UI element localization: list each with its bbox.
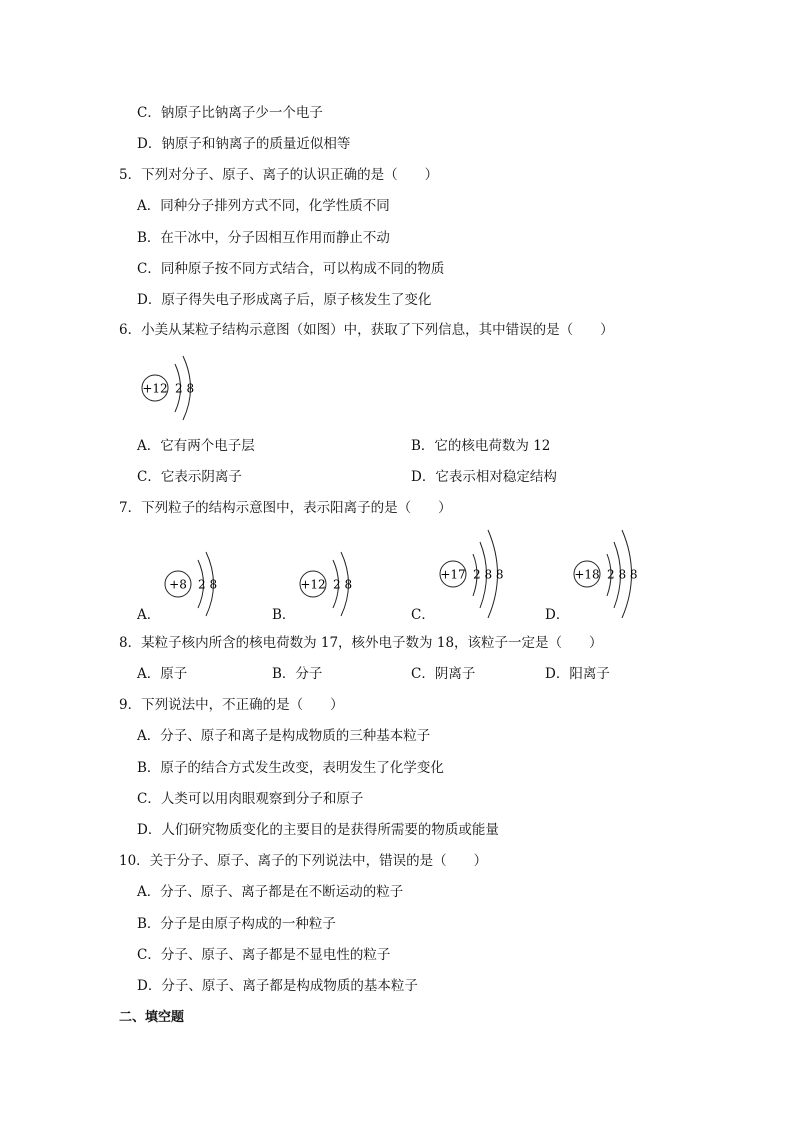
q9-option-a: A．分子、原子和离子是构成物质的三种基本粒子 — [137, 728, 431, 744]
q6-option-c: C．它表示阴离子 — [137, 469, 242, 485]
q8-option-a: A．原子 — [137, 666, 188, 682]
section-heading-fill-in: 二、填空题 — [119, 1010, 185, 1025]
q6-atom-diagram — [138, 352, 208, 424]
q10-option-d: D．分子、原子、离子都是构成物质的基本粒子 — [137, 978, 418, 994]
q7-diagram-c — [436, 526, 516, 618]
shell-electrons: 2 8 — [333, 577, 353, 592]
q5-option-a: A．同种分子排列方式不同，化学性质不同 — [137, 198, 390, 214]
q7-label-c: C． — [411, 607, 435, 623]
q10-option-a: A．分子、原子、离子都是在不断运动的粒子 — [137, 884, 404, 900]
shell-electrons: 2 8 — [175, 381, 195, 396]
q6-option-d: D．它表示相对稳定结构 — [411, 469, 557, 485]
q10-stem: 10．关于分子、原子、离子的下列说法中，错误的是（ ） — [119, 853, 488, 869]
shell-electrons: 2 8 8 — [473, 567, 504, 582]
q5-stem: 5．下列对分子、原子、离子的认识正确的是（ ） — [119, 167, 439, 183]
shell-electrons: 2 8 8 — [607, 567, 638, 582]
q7-label-d: D． — [545, 607, 570, 623]
q5-option-c: C．同种原子按不同方式结合，可以构成不同的物质 — [137, 261, 445, 277]
q10-option-c: C．分子、原子、离子都是不显电性的粒子 — [137, 947, 391, 963]
q7-diagram-d — [570, 526, 650, 618]
prev-option-c: C．钠原子比钠离子少一个电子 — [137, 105, 323, 121]
q9-stem: 9．下列说法中，不正确的是（ ） — [119, 697, 344, 713]
q8-option-c: C．阴离子 — [411, 666, 476, 682]
q6-option-a: A．它有两个电子层 — [137, 438, 255, 454]
q7-diagram-b — [295, 546, 365, 618]
q10-option-b: B．分子是由原子构成的一种粒子 — [137, 916, 336, 932]
nucleus-charge: +17 — [440, 567, 466, 582]
q9-option-b: B．原子的结合方式发生改变，表明发生了化学变化 — [137, 760, 444, 776]
q5-option-b: B．在干冰中，分子因相互作用而静止不动 — [137, 230, 390, 246]
q7-stem: 7．下列粒子的结构示意图中，表示阳离子的是（ ） — [119, 500, 452, 516]
q7-label-a: A． — [137, 607, 161, 623]
q7-diagram-a — [160, 546, 230, 618]
nucleus-charge: +12 — [142, 381, 168, 396]
q9-option-d: D．人们研究物质变化的主要目的是获得所需要的物质或能量 — [137, 822, 499, 838]
nucleus-charge: +8 — [169, 577, 187, 592]
nucleus-charge: +12 — [300, 577, 326, 592]
q6-stem: 6．小美从某粒子结构示意图（如图）中，获取了下列信息，其中错误的是（ ） — [119, 322, 614, 338]
q7-label-b: B． — [272, 607, 296, 623]
shell-electrons: 2 8 — [198, 577, 218, 592]
q8-option-d: D．阳离子 — [545, 666, 610, 682]
nucleus-charge: +18 — [574, 567, 600, 582]
q9-option-c: C．人类可以用肉眼观察到分子和原子 — [137, 791, 364, 807]
q6-option-b: B．它的核电荷数为 12 — [411, 438, 551, 454]
q8-option-b: B．分子 — [272, 666, 323, 682]
q5-option-d: D．原子得失电子形成离子后，原子核发生了变化 — [137, 292, 432, 308]
prev-option-d: D．钠原子和钠离子的质量近似相等 — [137, 136, 351, 152]
q8-stem: 8．某粒子核内所含的核电荷数为 17，核外电子数为 18，该粒子一定是（ ） — [119, 635, 603, 651]
